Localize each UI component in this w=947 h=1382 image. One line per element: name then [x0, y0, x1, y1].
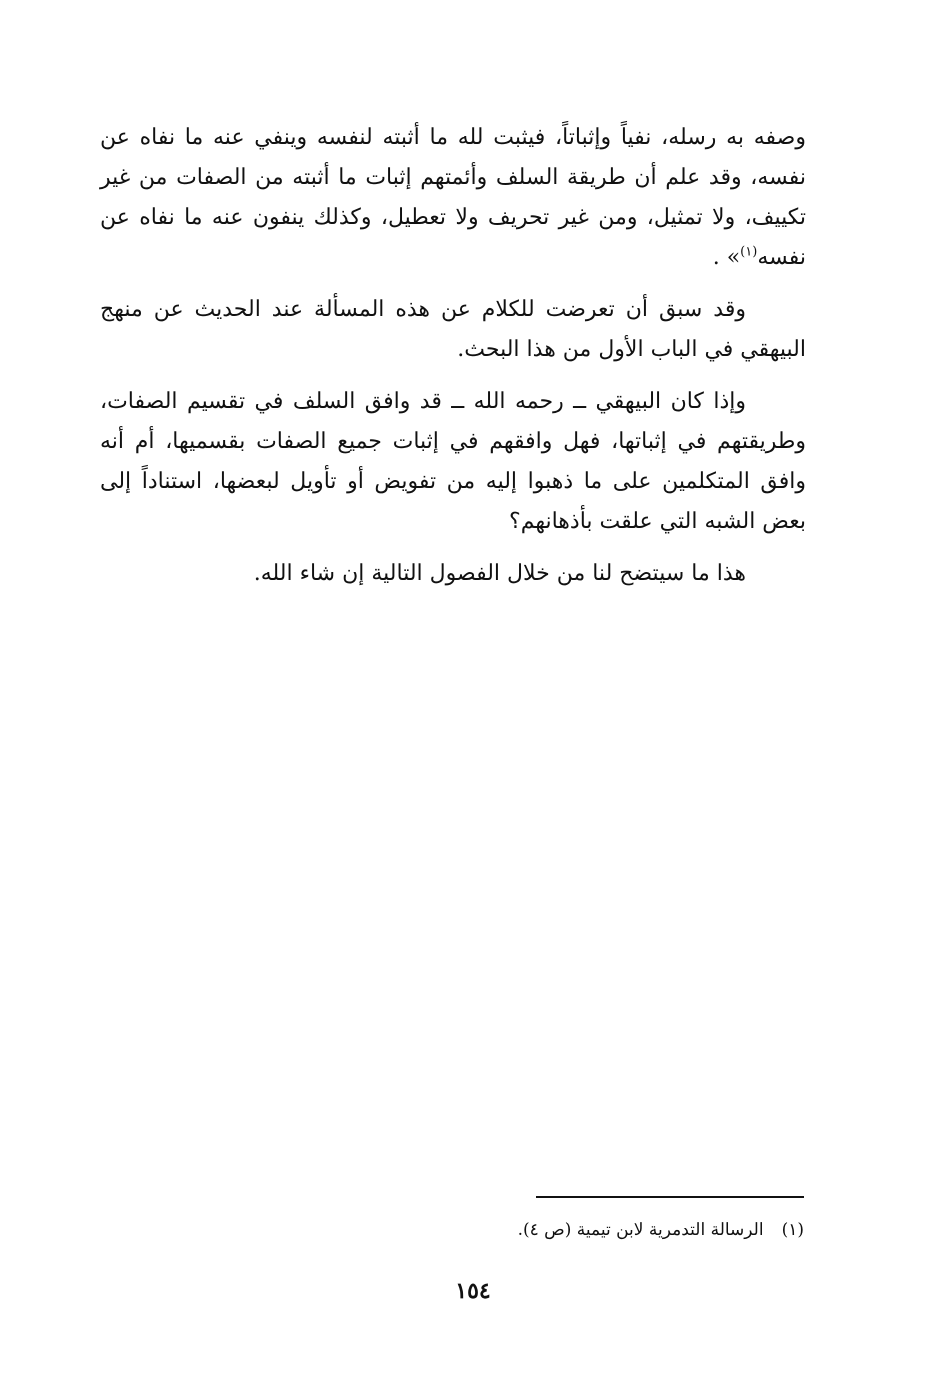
paragraph-3: وإذا كان البيهقي ــ رحمه الله ــ قد وافق السلف في تقسيم الصفات، وطريقتهم في إثباتها، فهل وافقهم في إثبات جميع الصفات بقسميها، أم أنه وافق المتكلمين على ما ذهبوا إليه من تفويض أو تأويل لبعضها، استناداً إلى بعض الشبه التي علقت بأذهانهم؟ — [100, 389, 806, 534]
paragraph-1 — [100, 118, 806, 278]
footnote-reference[interactable]: (١) — [740, 244, 758, 260]
paragraph-1-tail: » . — [712, 245, 741, 270]
main-text — [100, 118, 806, 606]
footnote-divider — [536, 1196, 804, 1198]
footnote-text: الرسالة التدمرية لابن تيمية (ص ٤). — [517, 1220, 764, 1240]
page-number: ١٥٤ — [455, 1278, 491, 1304]
paragraph-1-text: وصفه به رسله، نفياً وإثباتاً، فيثبت لله ما أثبته لنفسه وينفي عنه ما نفاه عن نفسه، وقد علم أن طريقة السلف وأئمتهم إثبات ما أثبته من الصفات من غير تكييف، ولا تمثيل، ومن غير تحريف ولا تعطيل، وكذلك ينفون عنه ما نفاه عن نفسه — [100, 125, 807, 270]
footnote-number: (١) — [781, 1220, 804, 1240]
footnote — [300, 1216, 804, 1244]
paragraph-4: هذا ما سيتضح لنا من خلال الفصول التالية إن شاء الله. — [253, 561, 746, 586]
paragraph-2: وقد سبق أن تعرضت للكلام عن هذه المسألة عند الحديث عن منهج البيهقي في الباب الأول من هذا البحث. — [100, 297, 806, 362]
